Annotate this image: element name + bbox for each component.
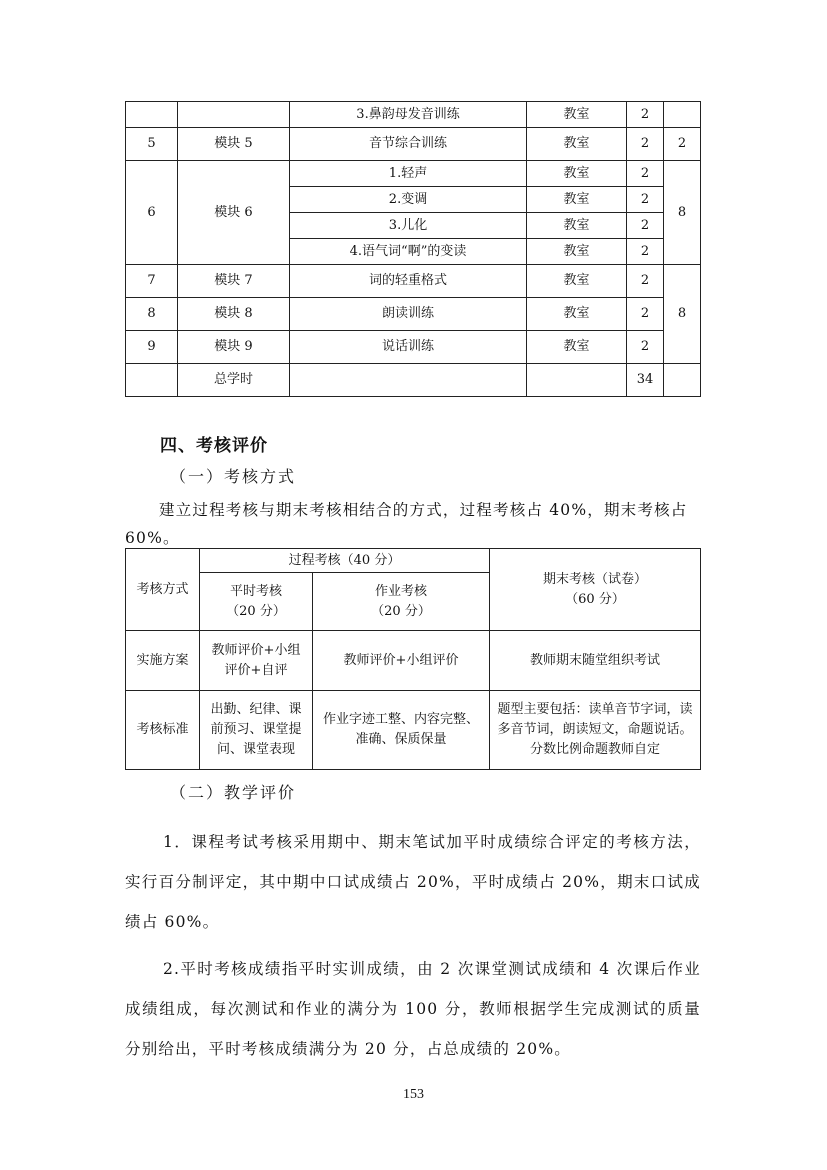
- cell-no: [126, 102, 178, 128]
- cell-place: 教室: [527, 331, 627, 364]
- cell-place: 教室: [527, 239, 627, 265]
- cell-method-label: 考核方式: [126, 549, 200, 631]
- cell-regular-header: [200, 573, 313, 631]
- regular-header-text: 平时考核: [229, 583, 282, 599]
- course-schedule-table: [125, 101, 701, 397]
- cell-module: 模块 9: [178, 331, 290, 364]
- homework-header-text: 作业考核: [374, 583, 427, 599]
- final-header-text: 期末考核（试卷）: [542, 571, 647, 587]
- cell-hours: 2: [627, 331, 664, 364]
- cell-hours: 2: [627, 187, 664, 213]
- table-row: [126, 265, 701, 298]
- cell-total: [664, 102, 701, 128]
- cell-content: 2.变调: [290, 187, 527, 213]
- regular-points-text: （20 分）: [226, 603, 286, 619]
- cell-hours: 2: [627, 128, 664, 161]
- cell-content: 朗读训练: [290, 298, 527, 331]
- table-row: [126, 298, 701, 331]
- cell-std-homework: 作业字迹工整、内容完整、准确、保质保量: [313, 691, 490, 770]
- cell-total: [664, 364, 701, 397]
- cell-std-regular: 出勤、纪律、课前预习、课堂提问、课堂表现: [200, 691, 313, 770]
- cell-module: [178, 102, 290, 128]
- cell-standard-label: 考核标准: [126, 691, 200, 770]
- cell-content: 音节综合训练: [290, 128, 527, 161]
- cell-place: 教室: [527, 187, 627, 213]
- cell-homework-header: [313, 573, 490, 631]
- cell-content: 说话训练: [290, 331, 527, 364]
- table-row: [126, 549, 701, 573]
- cell-module: 模块 6: [178, 161, 290, 265]
- cell-place: 教室: [527, 161, 627, 187]
- cell-place: 教室: [527, 265, 627, 298]
- cell-plan-final: 教师期末随堂组织考试: [490, 631, 701, 691]
- cell-module: 模块 8: [178, 298, 290, 331]
- section-heading: 四、考核评价: [160, 436, 268, 456]
- page-number: 153: [403, 1087, 424, 1102]
- table-row: [126, 161, 701, 187]
- cell-total: 8: [664, 161, 701, 265]
- cell-module: 总学时: [178, 364, 290, 397]
- cell-process-header: 过程考核（40 分）: [200, 549, 490, 573]
- cell-hours: 2: [627, 298, 664, 331]
- paragraph: 1．课程考试考核采用期中、期末笔试加平时成绩综合评定的考核方法，实行百分制评定，其中期中口试成绩占 20%，平时成绩占 20%，期末口试成绩占 60%。: [125, 833, 701, 931]
- subsection-heading: （二）教学评价: [170, 783, 297, 802]
- cell-place: 教室: [527, 128, 627, 161]
- cell-content: 3.儿化: [290, 213, 527, 239]
- cell-no: [126, 364, 178, 397]
- cell-hours: 2: [627, 239, 664, 265]
- final-points-text: （60 分）: [565, 591, 625, 607]
- cell-no: 7: [126, 265, 178, 298]
- cell-plan-label: 实施方案: [126, 631, 200, 691]
- cell-content: 1.轻声: [290, 161, 527, 187]
- cell-std-final: 题型主要包括：读单音节字词，读多音节词，朗读短文，命题说话。分数比例命题教师自定: [490, 691, 701, 770]
- table-row: [126, 691, 701, 770]
- cell-module: 模块 7: [178, 265, 290, 298]
- table-row: [126, 331, 701, 364]
- cell-hours: 2: [627, 213, 664, 239]
- cell-content: 3.鼻韵母发音训练: [290, 102, 527, 128]
- table-row: [126, 631, 701, 691]
- cell-place: 教室: [527, 298, 627, 331]
- intro-paragraph: 建立过程考核与期末考核相结合的方式，过程考核占 40%，期末考核占 60%。: [125, 501, 688, 547]
- table-row: [126, 364, 701, 397]
- table-row: [126, 128, 701, 161]
- cell-hours: 34: [627, 364, 664, 397]
- cell-place: 教室: [527, 102, 627, 128]
- table-row: [126, 102, 701, 128]
- cell-total: 8: [664, 265, 701, 364]
- assessment-table: [125, 548, 701, 770]
- cell-no: 9: [126, 331, 178, 364]
- cell-hours: 2: [627, 265, 664, 298]
- paragraph: 2.平时考核成绩指平时实训成绩，由 2 次课堂测试成绩和 4 次课后作业成绩组成，每次测试和作业的满分为 100 分，教师根据学生完成测试的质量分别给出，平时考核成绩满分为 20 分，占总成绩的 20%。: [125, 960, 701, 1058]
- cell-plan-regular: 教师评价+小组评价+自评: [200, 631, 313, 691]
- cell-place: 教室: [527, 213, 627, 239]
- cell-no: 5: [126, 128, 178, 161]
- homework-points-text: （20 分）: [371, 603, 431, 619]
- subsection-heading: （一）考核方式: [170, 467, 297, 486]
- cell-hours: 2: [627, 102, 664, 128]
- cell-content: 词的轻重格式: [290, 265, 527, 298]
- cell-plan-homework: 教师评价+小组评价: [313, 631, 490, 691]
- cell-no: 8: [126, 298, 178, 331]
- cell-content: [290, 364, 527, 397]
- cell-place: [527, 364, 627, 397]
- cell-final-header: [490, 549, 701, 631]
- cell-hours: 2: [627, 161, 664, 187]
- cell-total: 2: [664, 128, 701, 161]
- cell-module: 模块 5: [178, 128, 290, 161]
- cell-content: 4.语气词“啊”的变读: [290, 239, 527, 265]
- cell-no: 6: [126, 161, 178, 265]
